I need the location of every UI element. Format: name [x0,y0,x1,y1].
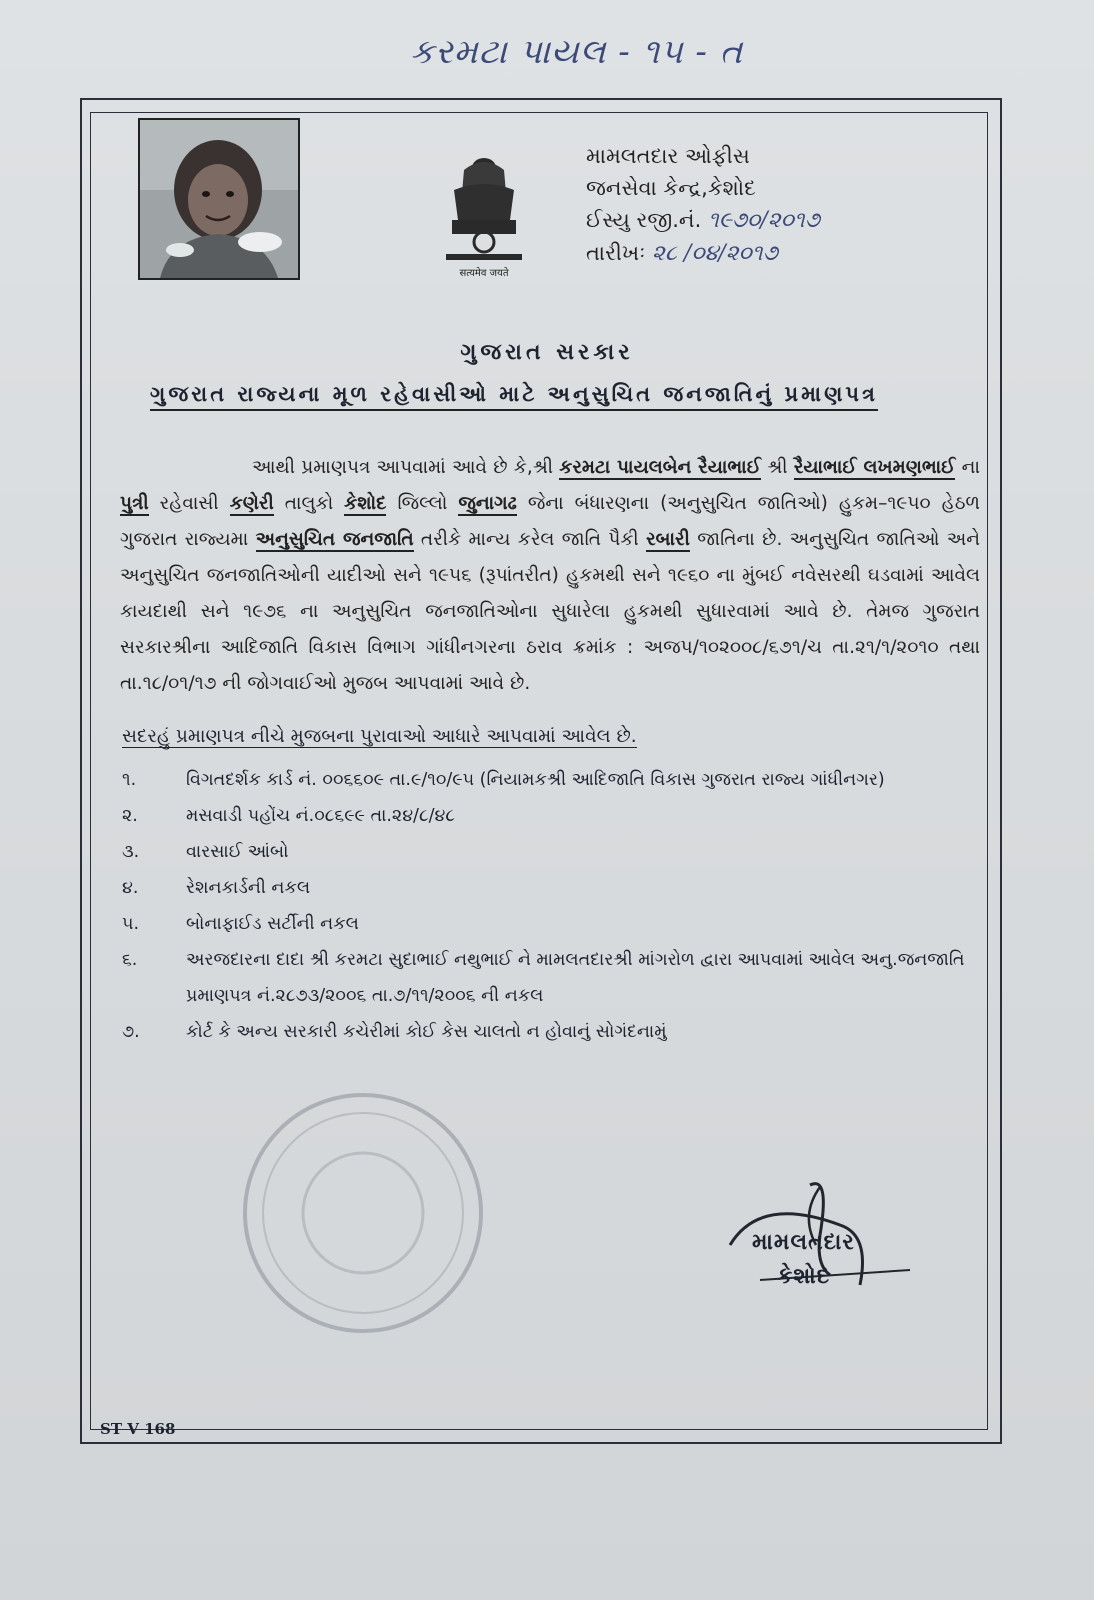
document-number: ૫. [122,914,140,934]
document-text: રેશનકાર્ડની નકલ [186,878,311,898]
document-number: ૨. [122,806,138,826]
document-text: અરજદારના દાદા શ્રી કરમટા સુદાભાઈ નથુભાઈ ને મામલતદારશ્રી માંગરોળ દ્વારા આપવામાં આવેલ અનુ.જનજાતિ પ્રમાણપત્ર નં.૨૮૭૩/૨૦૦૬ તા.૭/૧૧/૨૦૦૬ ની નકલ [186,950,965,1006]
document-list-item [122,762,982,798]
document-text: બોનાફાઈડ સર્ટીની નકલ [186,914,359,934]
body-paragraph: આથી પ્રમાણપત્ર આપવામાં આવે છે કે,શ્રી કરમટા પાયલબેન રૈયાભાઈ શ્રી રૈયાભાઈ લખમણભાઈ ના પુત્રી રહેવાસી કણેરી તાલુકો કેશોદ જિલ્લો જુનાગઢ જેના બંધારણના (અનુસુચિત જાતિઓ) હુકમ–૧૯૫૦ હેઠળ ગુજરાત રાજ્યમા અનુસુચિત જનજાતિ તરીકે માન્ય કરેલ જાતિ પૈકી રબારી જાતિના છે. અનુસુચિત જાતિઓ અને અનુસુચિત જનજાતિઓની યાદીઓ સને ૧૯૫૬ (રૂપાંતરીત) હુકમથી સને ૧૯૬૦ ના મુંબઈ નવેસરથી ઘડવામાં આવેલ કાયદાથી સને ૧૯૭૬ ના અનુસુચિત જનજાતિઓના સુધારેલા હુકમથી સુધારવામાં આવે છે. તેમજ ગુજરાત સરકારશ્રીના આદિજાતિ વિકાસ વિભાગ ગાંધીનગરના ઠરાવ ક્રમાંક : અજપ/૧૦૨૦૦૮/૬૭૧/ચ તા.૨૧/૧/૨૦૧૦ તથા તા.૧૮/૦૧/૧૭ ની જોગવાઈઓ મુજબ આપવામાં આવે છે. [120,457,980,694]
issue-value: ૧૯૭૦/૨૦૧૭ [707,208,820,233]
document-list-item [122,798,982,834]
documents-heading: સદરહું પ્રમાણપત્ર નીચે મુજબના પુરાવાઓ આધારે આપવામાં આવેલ છે. [122,726,637,747]
document-list-item [122,834,982,870]
office-details [586,140,820,270]
signatory-block [752,1226,855,1294]
national-emblem-icon [436,150,532,280]
certificate-title: ગુજરાત રાજ્યના મૂળ રહેવાસીઓ માટે અનુસુચિત જનજાતિનું પ્રમાણપત્ર [150,382,878,411]
issue-label: ઈસ્યુ રજી.નં. [586,208,702,232]
documents-list [122,762,982,1050]
date-row [586,237,820,270]
document-list-item [122,942,982,1014]
document-number: ૪. [122,878,139,898]
document-number: ૬. [122,950,138,970]
caste: રબારી [646,529,690,550]
document-list-item [122,870,982,906]
village: કણેરી [229,493,274,514]
date-label: તારીખઃ [586,241,646,265]
footer-code: ST V 168 [100,1420,176,1438]
document-number: ૭. [122,1022,140,1042]
document-text: વારસાઈ આંબો [186,842,289,862]
handwritten-note: કરમટા પાયલ - ૧૫ - ત [410,32,744,72]
category: અનુસુચિત જનજાતિ [255,529,414,550]
applicant-name: કરમટા પાયલબેન રૈયાભાઈ [559,457,761,478]
signatory-title: મામલતદાર [752,1230,855,1255]
certificate-body [120,450,980,702]
issue-number-row [586,204,820,237]
document-list-item [122,1014,982,1050]
relation: પુત્રી [120,493,149,514]
government-title: ગુજરાત સરકાર [460,340,634,365]
taluka: કેશોદ [344,493,387,514]
signatory-place: કેશોદ [776,1264,831,1289]
office-seal-stamp [238,1088,488,1338]
applicant-photo [138,118,300,280]
district: જુનાગઢ [458,493,517,514]
document-text: કોર્ટ કે અન્ય સરકારી કચેરીમાં કોઈ કેસ ચાલતો ન હોવાનું સોગંદનામું [186,1022,667,1042]
office-name: મામલતદાર ઓફીસ [586,144,750,168]
father-name: રૈયાભાઈ લખમણભાઈ [793,457,956,478]
document-number: ૩. [122,842,140,862]
document-list-item [122,906,982,942]
emblem-motto: सत्यमेव जयते [459,268,509,279]
document-number: ૧. [122,770,137,790]
document-text: મસવાડી પહોંચ નં.૦૮૬૯૯ તા.૨૪/૮/૪૮ [186,806,455,826]
document-text: વિગતદર્શક કાર્ડ નં. ૦૦૬૬૦૯ તા.૯/૧૦/૯૫ (નિયામકશ્રી આદિજાતિ વિકાસ ગુજરાત રાજ્ય ગાંધીનગર) [186,770,885,790]
date-value: ૨૮ /૦૪/૨૦૧૭ [651,241,778,266]
office-center: જનસેવા કેન્દ્ર,કેશોદ [586,176,756,200]
